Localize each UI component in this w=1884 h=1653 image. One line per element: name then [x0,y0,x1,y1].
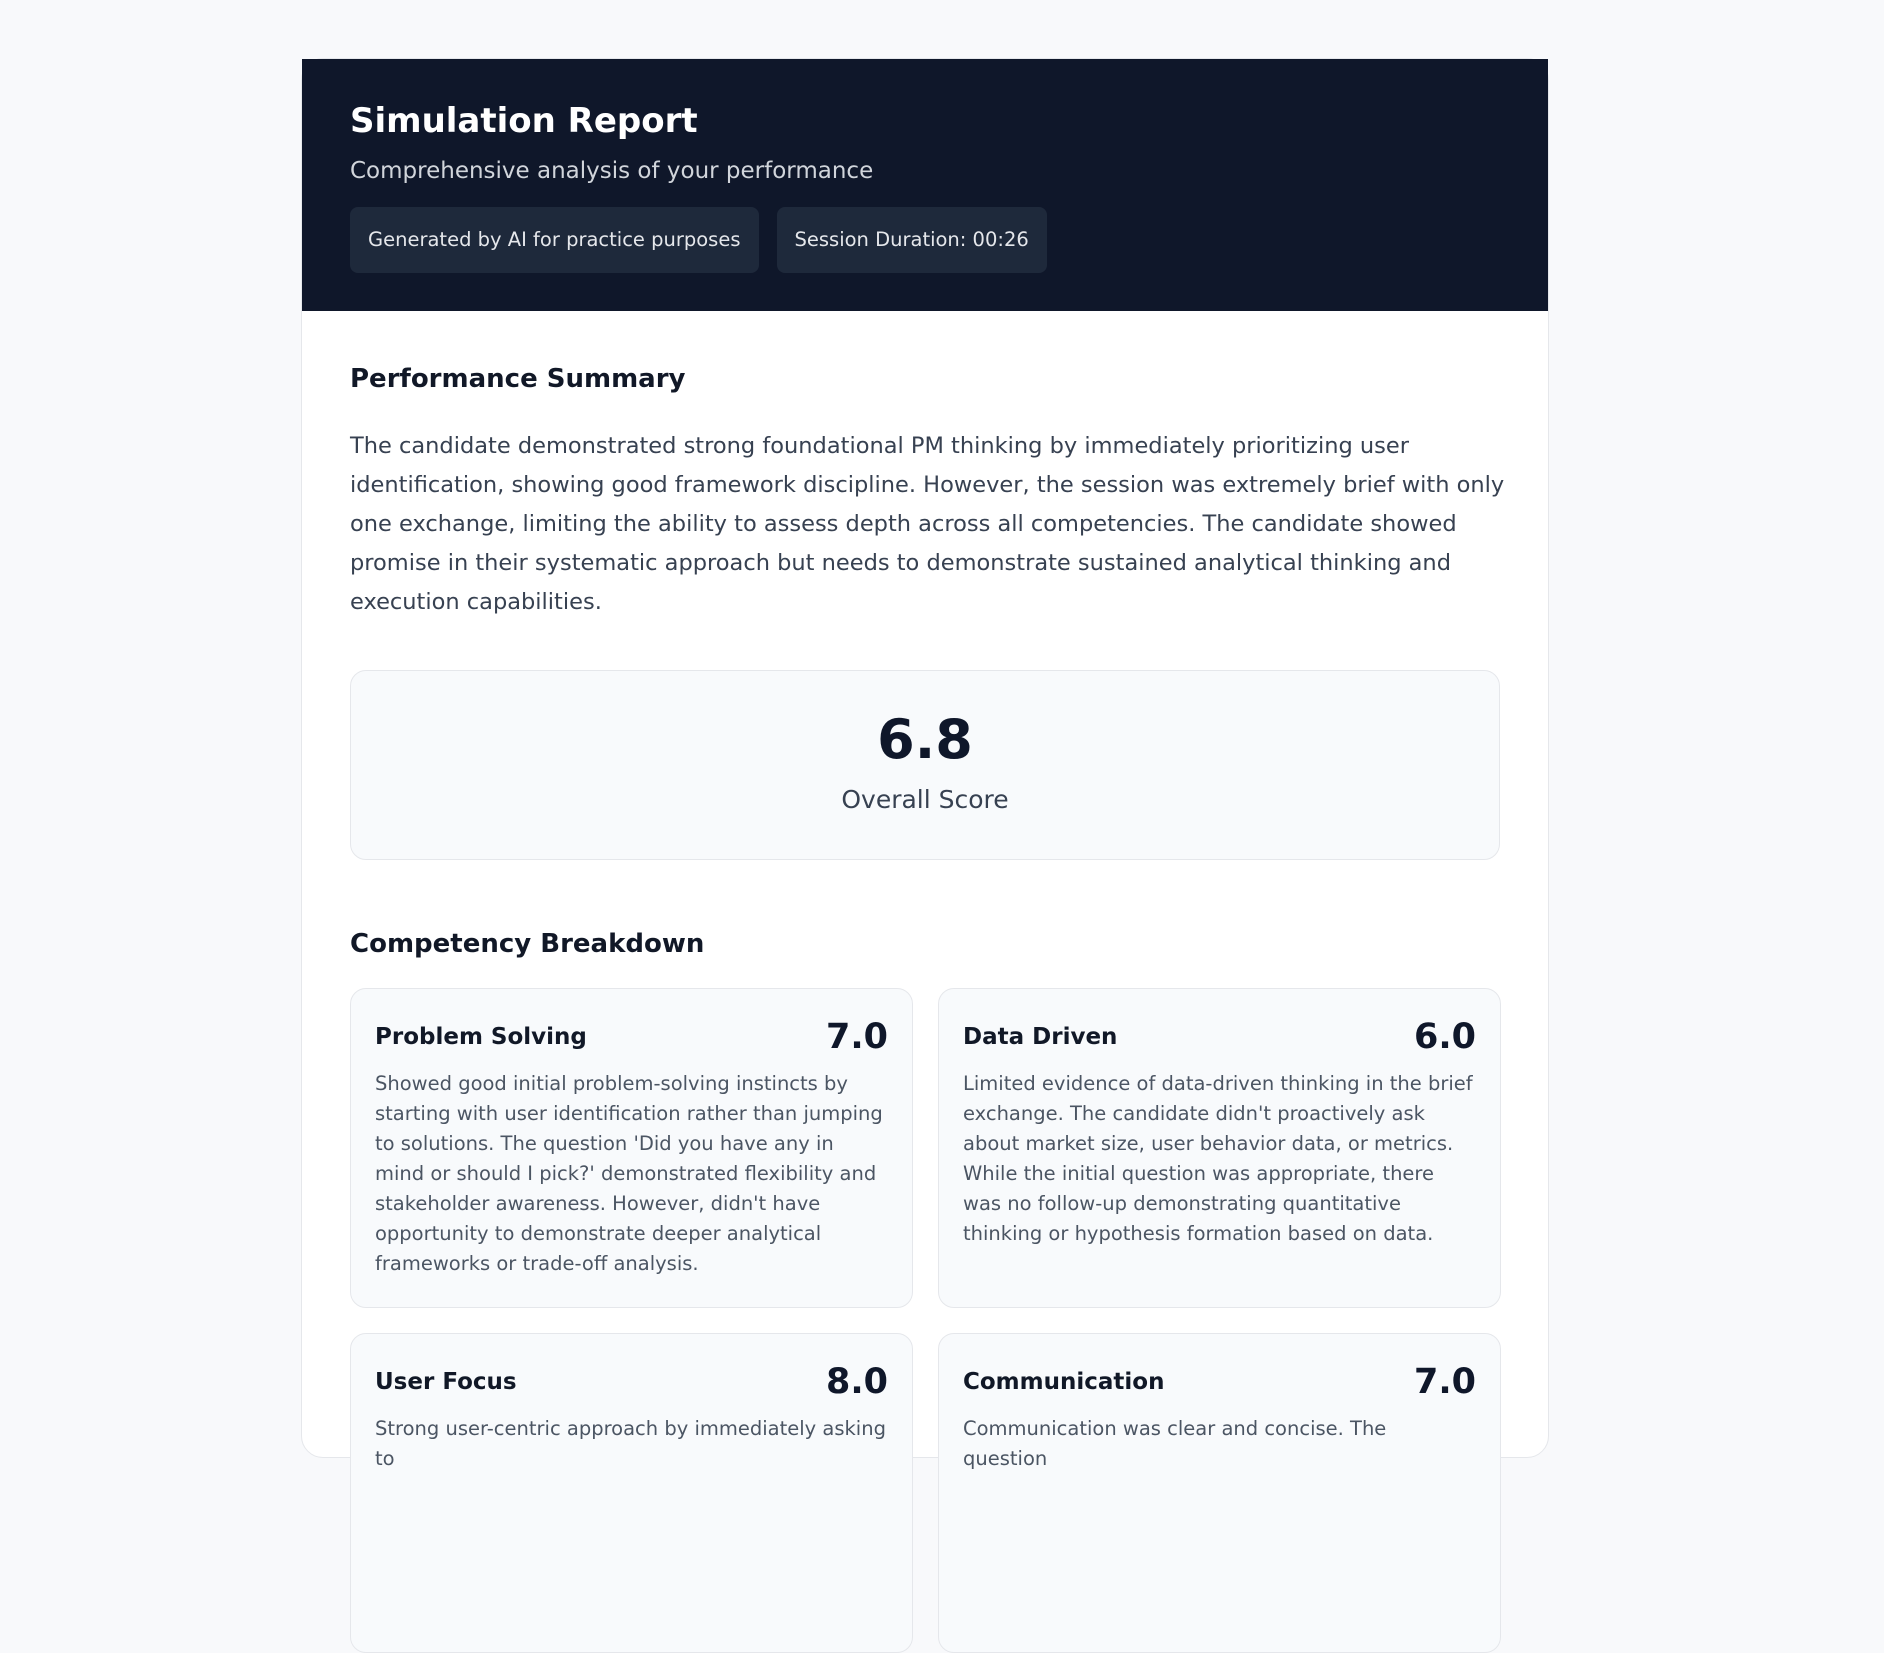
competency-score: 7.0 [1413,1362,1476,1402]
report-content [302,311,1548,1653]
competency-feedback: Communication was clear and concise. The question [963,1417,1387,1470]
competency-card-data-driven [938,988,1501,1308]
competency-name: User Focus [375,1369,517,1395]
competency-name: Data Driven [963,1024,1118,1050]
performance-summary-heading: Performance Summary [350,364,686,394]
session-duration-badge: Session Duration: 00:26 [777,207,1047,273]
competency-feedback: Limited evidence of data-driven thinking in the brief exchange. The candidate didn't proactively ask about market size, user behavior data, or metrics. While the initial question was appropriate, there was no follow-up demonstrating quantitative thinking or hypothesis formation based on data. [963,1072,1473,1245]
competency-name: Communication [963,1369,1165,1395]
overall-score-value: 6.8 [877,708,973,771]
competency-score: 8.0 [825,1362,888,1402]
overall-score-label: Overall Score [841,785,1009,814]
report-container [301,58,1549,1470]
ai-generated-badge: Generated by AI for practice purposes [350,207,759,273]
overall-score-card [350,670,1500,860]
page-subtitle: Comprehensive analysis of your performance [350,158,874,184]
competency-grid [350,988,1500,1653]
competency-score: 6.0 [1413,1017,1476,1057]
competency-card-communication [938,1333,1501,1653]
competency-feedback: Strong user-centric approach by immediately asking to [375,1417,886,1470]
competency-card-user-focus [350,1333,913,1653]
performance-summary-text: The candidate demonstrated strong foundational PM thinking by immediately prioritizing user identification, showing good framework discipline. However, the session was extremely brief with only one exchange, limiting the ability to assess depth across all competencies. The candidate showed promise in their systematic approach but needs to demonstrate sustained analytical thinking and execution capabilities. [350,433,1505,615]
competency-breakdown-heading: Competency Breakdown [350,929,705,959]
page-title: Simulation Report [350,101,698,141]
competency-feedback: Showed good initial problem-solving instincts by starting with user identification rather than jumping to solutions. The question 'Did you have any in mind or should I pick?' demonstrated flexibility and stakeholder awareness. However, didn't have opportunity to demonstrate deeper analytical frameworks or trade-off analysis. [375,1072,883,1275]
competency-score: 7.0 [825,1017,888,1057]
competency-card-problem-solving [350,988,913,1308]
header-badges [350,207,1500,273]
competency-name: Problem Solving [375,1024,587,1050]
report-header [302,59,1548,311]
